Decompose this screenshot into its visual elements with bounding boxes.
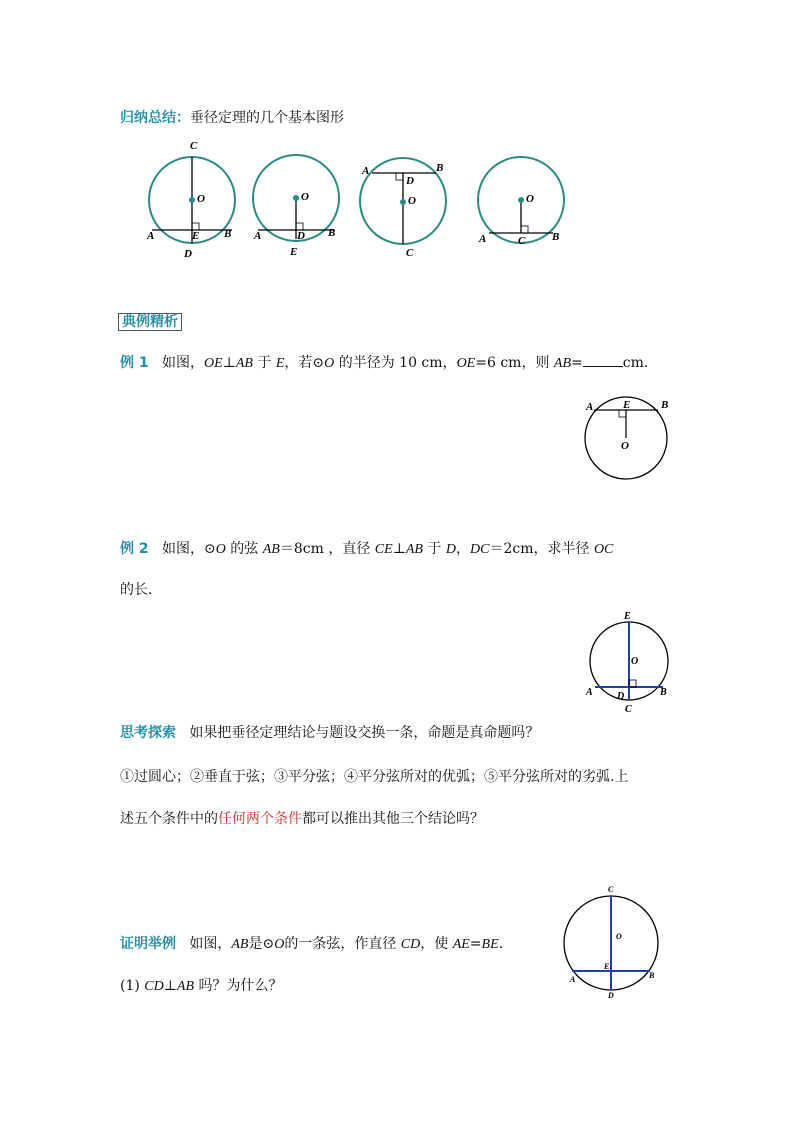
var-CD: CD	[144, 979, 164, 994]
var-O: O	[324, 356, 335, 371]
text: =	[469, 936, 482, 952]
var-CE: CE	[374, 542, 393, 557]
text: 于	[257, 355, 272, 371]
label-A: A	[586, 687, 593, 698]
label-O: O	[301, 191, 309, 203]
label-O: O	[197, 193, 205, 205]
label-B: B	[649, 971, 655, 980]
right-angle-mark	[396, 173, 403, 180]
example-1-text	[120, 353, 648, 374]
label-B: B	[661, 399, 669, 411]
label-D: D	[406, 175, 414, 187]
center-point	[518, 197, 524, 203]
var-AB: AB	[176, 979, 195, 994]
proof-example-text	[120, 934, 503, 955]
proof-label: 证明举例	[120, 936, 176, 952]
text: =	[571, 355, 583, 371]
var-DC: DC	[470, 542, 490, 557]
example-2-label: 例 2	[120, 541, 149, 557]
var-AE: AE	[452, 937, 470, 952]
var-CD: CD	[400, 937, 421, 952]
proof-figure	[562, 882, 668, 1004]
think-label: 思考探索	[120, 725, 176, 741]
right-angle-mark	[619, 410, 626, 417]
text: 的半径为 10 cm，	[338, 355, 457, 371]
text: 吗？为什么？	[198, 978, 283, 994]
text: ＝2cm，求半径	[489, 541, 590, 557]
example-2-text-cont	[120, 580, 152, 600]
example-1-figure	[580, 393, 680, 485]
figure-4	[478, 157, 564, 247]
text: 如图，⊙	[161, 541, 216, 557]
label-A: A	[586, 401, 594, 413]
var-AB: AB	[553, 356, 572, 371]
text: ，使	[420, 936, 449, 952]
label-E: E	[623, 399, 631, 411]
label-B: B	[224, 228, 232, 240]
text: 的弦	[230, 541, 259, 557]
center-point	[400, 199, 406, 205]
label-O: O	[616, 932, 622, 941]
label-A: A	[147, 230, 155, 242]
question-text: 如果把垂径定理结论与题设交换一条，命题是真命题吗？	[189, 725, 540, 741]
label-E: E	[290, 246, 298, 258]
text: 述五个条件中的	[120, 811, 218, 827]
think-conclusion	[120, 809, 484, 829]
var-OE: OE	[203, 356, 223, 371]
proof-question-1	[120, 976, 282, 997]
label-C: C	[518, 235, 526, 247]
conditions-text: ①过圆心；②垂直于弦；③平分弦；④平分弦所对的优弧；⑤平分弦所对的劣弧.上	[120, 769, 629, 785]
example-1-label: 例 1	[120, 355, 149, 371]
text: ，若⊙	[284, 355, 325, 371]
label-D: D	[617, 691, 625, 702]
label-A: A	[479, 233, 487, 245]
label-A: A	[570, 975, 576, 984]
summary-label: 归纳总结：	[120, 110, 190, 126]
text: .	[498, 936, 504, 952]
right-angle-mark	[521, 226, 528, 233]
label-O: O	[526, 193, 534, 205]
highlighted-text: 任何两个条件	[218, 811, 302, 827]
label-O: O	[631, 656, 639, 667]
section-tag	[118, 312, 182, 332]
label-E: E	[604, 962, 610, 971]
label-E: E	[192, 230, 200, 242]
figure-2	[253, 155, 339, 258]
label-C: C	[190, 140, 198, 152]
perp-symbol: ⊥	[222, 355, 236, 371]
think-question	[120, 723, 539, 743]
figure-3	[360, 158, 446, 259]
right-angle-mark	[296, 223, 303, 230]
var-O: O	[215, 542, 226, 557]
text: 是⊙	[248, 936, 275, 952]
label-D: D	[608, 991, 614, 1000]
right-angle-mark	[629, 680, 636, 687]
label-B: B	[328, 227, 336, 239]
text: =6 cm，则	[475, 355, 550, 371]
var-OC: OC	[593, 542, 614, 557]
var-AB: AB	[231, 937, 249, 952]
example-2-figure	[584, 606, 676, 714]
var-D: D	[445, 542, 456, 557]
label-B: B	[552, 231, 560, 243]
basic-figures	[140, 136, 580, 264]
var-O: O	[274, 937, 285, 952]
center-point	[293, 195, 299, 201]
center-point	[189, 197, 195, 203]
var-AB: AB	[235, 356, 253, 371]
var-AB: AB	[405, 542, 423, 557]
summary-text: 垂径定理的几个基本图形	[190, 110, 344, 126]
label-D: D	[184, 248, 192, 260]
label-A: A	[254, 230, 262, 242]
answer-blank[interactable]	[583, 354, 623, 367]
var-BE: BE	[481, 937, 499, 952]
right-angle-mark	[192, 223, 199, 230]
figure-1	[146, 140, 235, 260]
summary-line	[120, 108, 344, 128]
text: 于	[427, 541, 442, 557]
perp-symbol: ⊥	[163, 978, 177, 994]
text: 的长.	[120, 582, 153, 598]
think-conditions	[120, 767, 628, 787]
label-B: B	[436, 162, 444, 174]
var-E: E	[275, 356, 285, 371]
text: 的一条弦，作直径	[284, 936, 397, 952]
label-C: C	[625, 704, 632, 714]
label-B: B	[660, 687, 667, 698]
text: ，	[456, 541, 470, 557]
example-2-text	[120, 539, 613, 560]
label-C: C	[406, 247, 414, 259]
var-AB: AB	[262, 542, 280, 557]
var-OE: OE	[456, 356, 476, 371]
perp-symbol: ⊥	[392, 541, 406, 557]
label-A: A	[362, 165, 370, 177]
text: (1)	[120, 978, 140, 994]
text: 都可以推出其他三个结论吗？	[302, 811, 484, 827]
section-tag-label: 典例精析	[118, 313, 182, 331]
label-O: O	[621, 440, 629, 452]
label-E: E	[624, 611, 631, 622]
label-D: D	[297, 230, 305, 242]
label-C: C	[608, 885, 614, 894]
label-O: O	[408, 195, 416, 207]
text: ＝8cm ，直径	[279, 541, 371, 557]
text: 如图，	[189, 936, 232, 952]
text: cm.	[622, 355, 649, 371]
text: 如图，	[161, 355, 204, 371]
